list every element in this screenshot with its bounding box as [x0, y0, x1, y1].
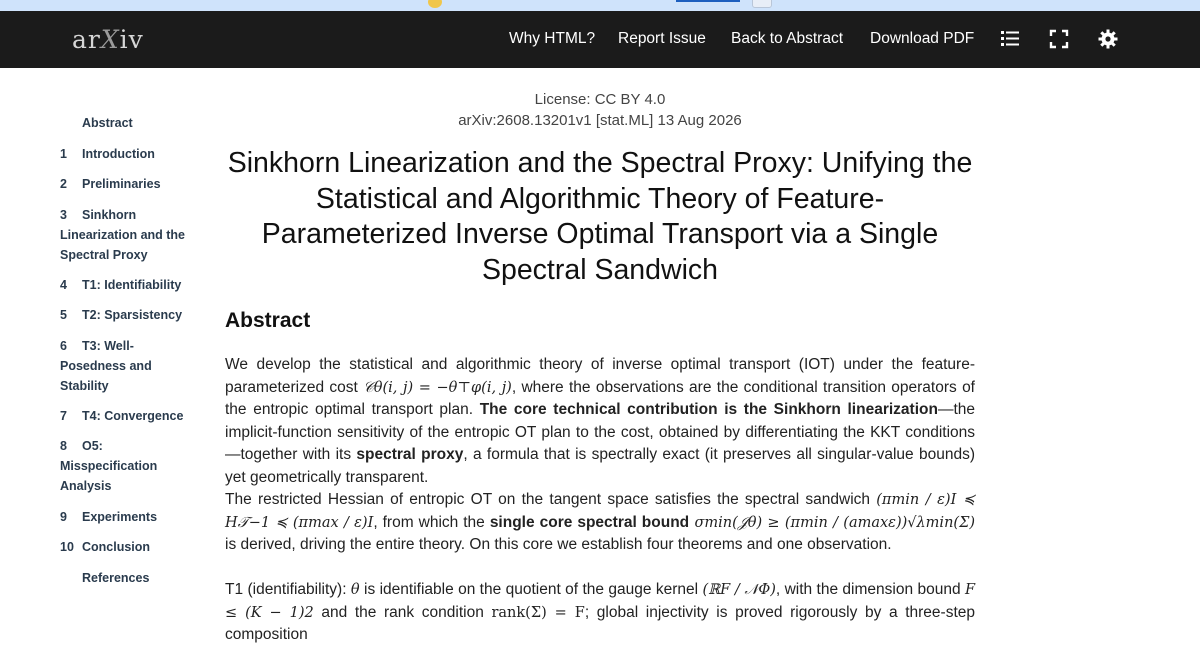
- toc-item-misspecification[interactable]: 8 O5: Misspecification Analysis: [60, 439, 158, 493]
- theme-settings-icon[interactable]: [1097, 28, 1119, 50]
- toc-item-well-posedness[interactable]: 6 T3: Well-Posedness and Stability: [60, 339, 152, 393]
- top-navbar: [0, 11, 1200, 68]
- smiley-icon: [428, 0, 442, 8]
- arxiv-id-line: arXiv:2608.13201v1 [stat.ML] 13 Aug 2026: [458, 112, 742, 129]
- back-to-abstract-link[interactable]: Back to Abstract: [731, 30, 843, 47]
- core-bound-formula: σmin(𝒥θ) ≥ (πmin / (amaxε))√λmin(Σ): [689, 514, 975, 531]
- abstract-paragraph-2: The restricted Hessian of entropic OT on the tangent space satisfies the spectral sandwich (πmin / ε)I ≼ H𝒯−1 ≼ (πmax / ε)I, from which the single core spectral bound σmin(𝒥θ) ≥ (πmin / (amaxε))√λmin(Σ) is derived, driving the entire theory. On this core we establish four theorems and one observation.: [225, 491, 975, 553]
- strip-link[interactable]: [676, 0, 740, 2]
- strip-button[interactable]: [752, 0, 772, 8]
- arxiv-logo[interactable]: arXiv: [72, 25, 144, 54]
- toc-item-introduction[interactable]: 1 Introduction: [60, 147, 155, 161]
- spectral-sandwich-formula: (πmin / ε)I ≼ H𝒯−1 ≼ (πmax / ε)I: [225, 492, 975, 531]
- download-pdf-link[interactable]: Download PDF: [870, 30, 975, 47]
- gauge-quotient-formula: (ℝF / 𝒩Φ): [702, 582, 776, 598]
- toc-item-conclusion[interactable]: 10 Conclusion: [60, 540, 151, 554]
- toc-item-preliminaries[interactable]: 2 Preliminaries: [60, 177, 161, 191]
- toc-item-sparsistency[interactable]: 5 T2: Sparsistency: [60, 308, 183, 322]
- paper-title: Sinkhorn Linearization and the Spectral Proxy: Unifying the Statistical and Algorithmic Theory of Feature-Parameterized Inverse Optimal Transport via a Single Spectral Sandwich: [227, 147, 973, 286]
- toc-item-sinkhorn-linearization[interactable]: 3 Sinkhorn Linearization and the Spectral Proxy: [60, 208, 186, 262]
- fullscreen-icon[interactable]: [1048, 28, 1070, 50]
- rank-condition-formula: rank(Σ) = F: [491, 604, 585, 621]
- dimension-bound-formula: F ≤ (K − 1)2: [225, 582, 976, 621]
- browser-strip: [0, 0, 1200, 11]
- license-line[interactable]: License: CC BY 4.0: [534, 91, 666, 108]
- toc-item-convergence[interactable]: 7 T4: Convergence: [60, 409, 184, 423]
- abstract-paragraph-3: T1 (identifiability): θ is identifiable on the quotient of the gauge kernel (ℝF / 𝒩Φ), with the dimension bound F ≤ (K − 1)2 and the rank condition rank(Σ) = F; global injectivity is proved rigorously by a three-step composition: [225, 581, 976, 643]
- abstract-heading: Abstract: [225, 309, 311, 332]
- toc-abstract[interactable]: Abstract: [82, 116, 133, 130]
- theta-symbol: θ: [350, 582, 360, 598]
- abstract-paragraph-1: We develop the statistical and algorithmic theory of inverse optimal transport (IOT) under the feature-parameterized cost 𝒞θ(i, j) = −θ⊤φ(i, j), where the observations are the conditional transition operators of the entropic optimal transport plan. The core technical contribution is the Sinkhorn linearization—the implicit-function sensitivity of the entropic OT plan to the cost, obtained by differentiating the KKT conditions—together with its spectral proxy, a formula that is spectrally exact (it preserves all singular-value bounds) yet geometrically transparent.: [225, 356, 976, 486]
- why-html-link[interactable]: Why HTML?: [509, 30, 596, 47]
- toc-references[interactable]: References: [82, 571, 150, 585]
- toc-list-icon[interactable]: [999, 28, 1021, 50]
- toc-item-identifiability[interactable]: 4 T1: Identifiability: [60, 278, 182, 292]
- cost-formula: 𝒞θ(i, j) = −θ⊤φ(i, j): [363, 379, 512, 396]
- toc-item-experiments[interactable]: 9 Experiments: [60, 510, 158, 524]
- report-issue-link[interactable]: Report Issue: [618, 30, 706, 47]
